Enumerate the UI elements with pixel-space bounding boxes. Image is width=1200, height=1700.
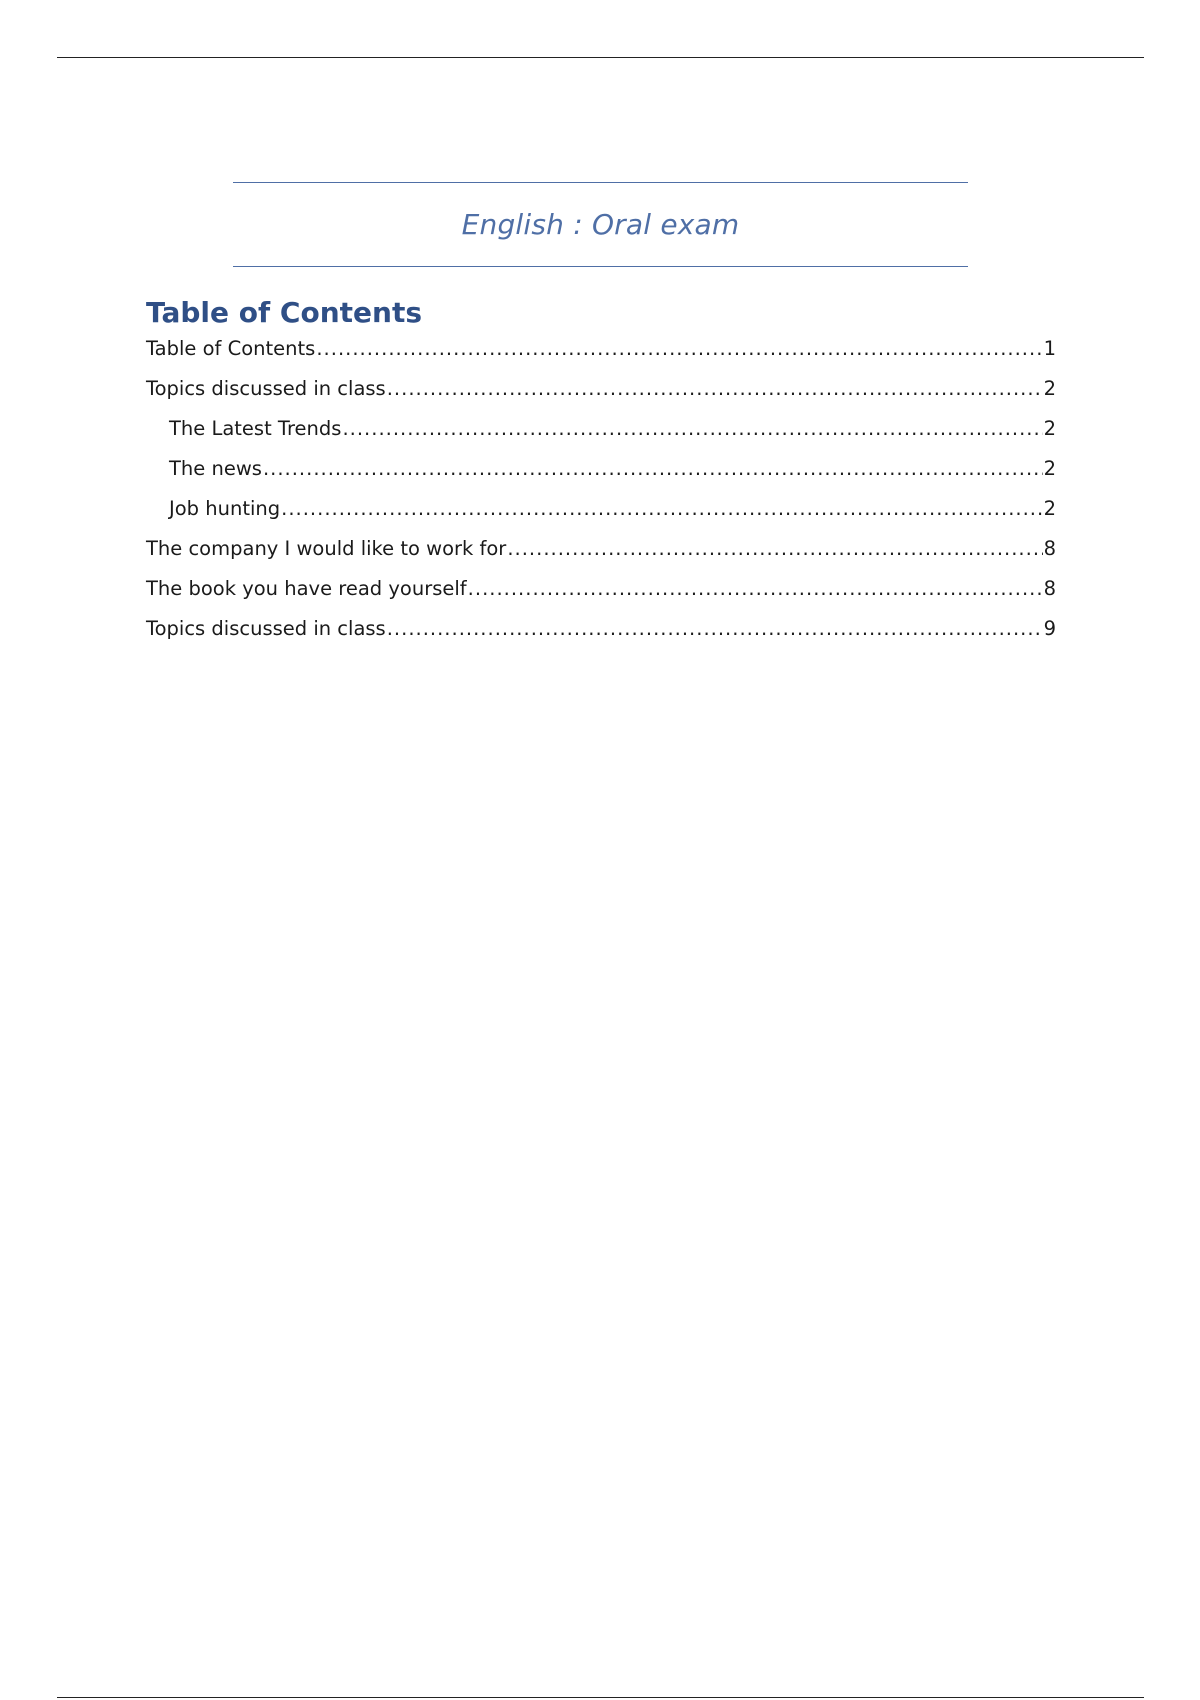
toc-entry-text: The book you have read yourself [146,577,467,600]
toc-entry-page: 8 [1043,577,1056,600]
toc-entry-text: Job hunting [169,497,281,520]
toc-entry-page: 2 [1043,497,1056,520]
toc-dot-leader [468,574,1043,604]
toc-heading: Table of Contents [146,296,423,329]
table-of-contents [146,334,1056,654]
toc-entry-latest-trends[interactable] [146,414,1056,454]
toc-dot-leader [342,414,1042,444]
toc-dot-leader [263,454,1043,484]
toc-entry-company[interactable] [146,534,1056,574]
toc-entry-text: The company I would like to work for [146,537,507,560]
toc-dot-leader [387,374,1043,404]
toc-entry-job-hunting[interactable] [146,494,1056,534]
toc-entry-table-of-contents[interactable] [146,334,1056,374]
toc-entry-text: Topics discussed in class [146,617,386,640]
toc-entry-page: 2 [1043,457,1056,480]
toc-entry-topics-discussed[interactable] [146,374,1056,414]
toc-dot-leader [507,534,1042,564]
toc-entry-page: 8 [1043,537,1056,560]
toc-entry-page: 2 [1043,417,1056,440]
toc-entry-page: 2 [1043,377,1056,400]
toc-entry-topics-discussed-2[interactable] [146,614,1056,654]
toc-entry-text: Table of Contents [146,337,316,360]
document-title: English : Oral exam [461,208,740,241]
toc-dot-leader [316,334,1042,364]
toc-entry-text: The Latest Trends [169,417,342,440]
toc-dot-leader [281,494,1042,524]
page-footer-rule [57,1697,1144,1698]
toc-dot-leader [387,614,1043,644]
page-header-rule [57,57,1144,58]
title-block [233,182,968,267]
toc-entry-text: The news [169,457,262,480]
toc-entry-page: 9 [1043,617,1056,640]
toc-entry-page: 1 [1043,337,1056,360]
toc-entry-text: Topics discussed in class [146,377,386,400]
toc-entry-book[interactable] [146,574,1056,614]
toc-entry-the-news[interactable] [146,454,1056,494]
